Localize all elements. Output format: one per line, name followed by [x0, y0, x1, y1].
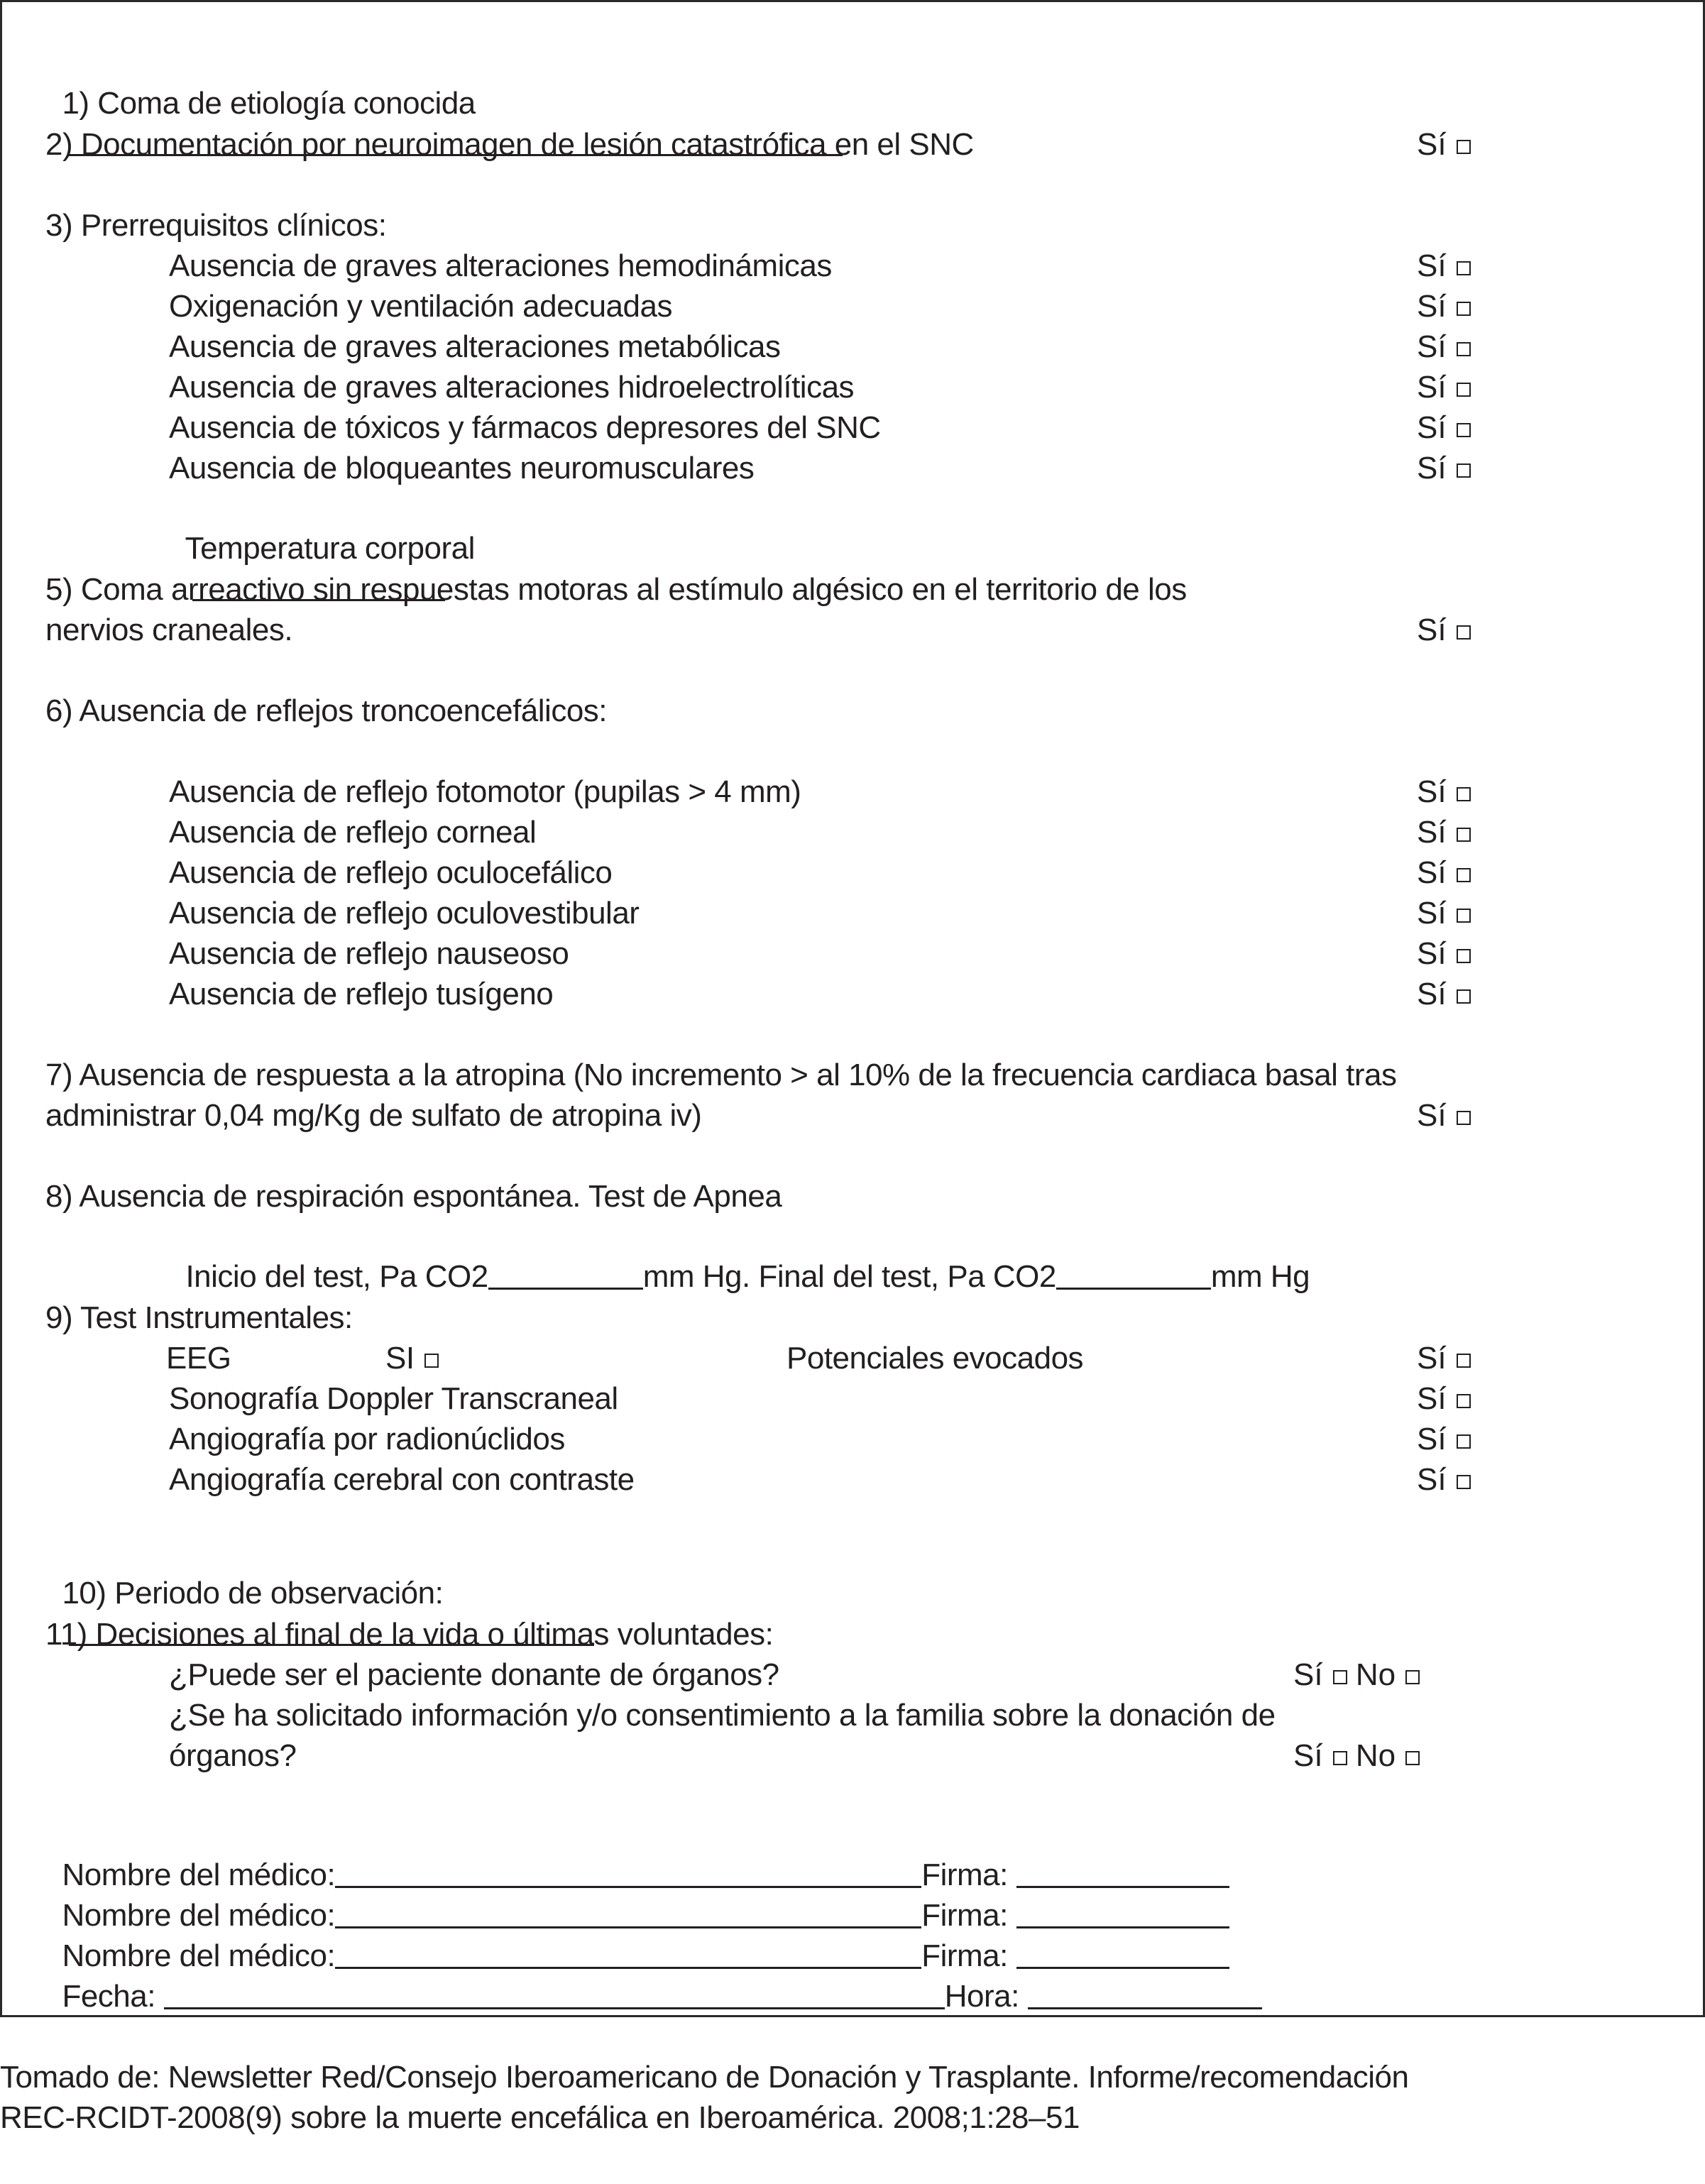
end-paco2-field[interactable]	[1056, 1261, 1211, 1290]
no-checkbox[interactable]	[1405, 1751, 1420, 1765]
checkbox[interactable]	[424, 1354, 439, 1368]
checkbox[interactable]	[1457, 828, 1471, 842]
yes-label: Sí	[1417, 1098, 1447, 1133]
doctor-name-label: Nombre del médico:	[62, 1858, 336, 1892]
instrumental-row: Angiografía por radionúclidos	[169, 1422, 565, 1456]
no-label: No	[1355, 1738, 1396, 1773]
reflex-row: Ausencia de reflejo oculovestibular	[169, 896, 640, 931]
item-11-label: 11) Decisiones al final de la vida o últimas voluntades:	[45, 1617, 774, 1652]
no-label: No	[1355, 1657, 1396, 1692]
checkbox[interactable]	[1457, 342, 1471, 356]
signature-label: Firma:	[921, 1898, 1008, 1933]
citation-line2: REC-RCIDT-2008(9) sobre la muerte encefálica en Iberoamérica. 2008;1:28–51	[0, 2100, 1080, 2135]
item-7-yes[interactable]	[1417, 1096, 1471, 1136]
item-5-line2: nervios craneales.	[45, 613, 293, 647]
item-8-label: 8) Ausencia de respiración espontánea. Test de Apnea	[45, 1179, 782, 1214]
yes-label: Sí	[1293, 1657, 1323, 1692]
yes-label: Sí	[1417, 1381, 1447, 1416]
prereq-yes[interactable]	[1417, 287, 1471, 326]
evoked-potentials-label: Potenciales evocados	[786, 1341, 1084, 1376]
prereq-yes[interactable]	[1417, 449, 1471, 488]
donor-question: ¿Puede ser el paciente donante de órganos?	[169, 1657, 779, 1692]
reflex-row: Ausencia de reflejo fotomotor (pupilas > 4 mm)	[169, 774, 801, 809]
apnea-test-row	[169, 1217, 1310, 1297]
evoked-potentials-yes[interactable]	[1417, 1339, 1471, 1378]
checkbox[interactable]	[1457, 989, 1471, 1004]
date-time-row	[45, 1937, 1262, 2016]
yes-label: Sí	[1417, 329, 1447, 364]
reflex-yes[interactable]	[1417, 894, 1471, 933]
instrumental-yes[interactable]	[1417, 1460, 1471, 1500]
signature-label: Firma:	[921, 1858, 1008, 1892]
reflex-row: Ausencia de reflejo corneal	[169, 815, 537, 850]
yes-label: Sí	[1417, 896, 1447, 931]
yes-label: Sí	[1417, 248, 1447, 283]
item-10-label: 10) Periodo de observación:	[62, 1576, 444, 1610]
yes-label: Sí	[1417, 1422, 1447, 1456]
reflex-yes[interactable]	[1417, 772, 1471, 812]
doctor-name-label: Nombre del médico:	[62, 1898, 336, 1933]
prereq-row: Oxigenación y ventilación adecuadas	[169, 289, 672, 324]
no-checkbox[interactable]	[1405, 1670, 1420, 1684]
start-paco2-field[interactable]	[488, 1261, 643, 1290]
consent-question-line1: ¿Se ha solicitado información y/o consentimiento a la familia sobre la donación de	[169, 1698, 1276, 1733]
checkbox[interactable]	[1457, 140, 1471, 154]
eeg-yes[interactable]	[385, 1339, 439, 1378]
checkbox[interactable]	[1457, 949, 1471, 963]
item-6-label: 6) Ausencia de reflejos troncoencefálicos:	[45, 693, 608, 728]
reflex-yes[interactable]	[1417, 934, 1471, 974]
yes-label: Sí	[1417, 613, 1447, 647]
yes-label: Sí	[1417, 977, 1447, 1011]
item-5-line1: 5) Coma arreactivo sin respuestas motoras al estímulo algésico en el territorio de los	[45, 572, 1187, 607]
apnea-unit2-label: mm Hg	[1210, 1259, 1310, 1294]
yes-checkbox[interactable]	[1333, 1751, 1347, 1765]
yes-label: Sí	[1417, 815, 1447, 850]
date-field[interactable]	[164, 1980, 945, 2009]
checkbox[interactable]	[1457, 1475, 1471, 1489]
item-2-label: 2) Documentación por neuroimagen de lesión catastrófica en el SNC	[45, 127, 974, 162]
citation-line1: Tomado de: Newsletter Red/Consejo Iberoamericano de Donación y Trasplante. Informe/recomendación	[0, 2060, 1409, 2095]
prereq-row: Ausencia de bloqueantes neuromusculares	[169, 451, 755, 485]
instrumental-row: Sonografía Doppler Transcraneal	[169, 1381, 618, 1416]
yes-label: Sí	[1417, 127, 1447, 162]
instrumental-yes[interactable]	[1417, 1420, 1471, 1459]
checkbox[interactable]	[1457, 1434, 1471, 1449]
instrumental-yes[interactable]	[1417, 1379, 1471, 1419]
checkbox[interactable]	[1457, 625, 1471, 640]
checkbox[interactable]	[1457, 868, 1471, 882]
checkbox[interactable]	[1457, 302, 1471, 316]
reflex-yes[interactable]	[1417, 853, 1471, 893]
item-1-label: 1) Coma de etiología conocida	[62, 86, 476, 121]
prereq-row: Ausencia de graves alteraciones hidroelectrolíticas	[169, 370, 855, 405]
signature-label: Firma:	[921, 1938, 1008, 1973]
yes-label: Sí	[1417, 1462, 1447, 1497]
reflex-row: Ausencia de reflejo tusígeno	[169, 977, 554, 1011]
checkbox[interactable]	[1457, 909, 1471, 923]
doctor-name-label: Nombre del médico:	[62, 1938, 336, 1973]
checkbox[interactable]	[1457, 383, 1471, 397]
checkbox[interactable]	[1457, 423, 1471, 437]
date-label: Fecha:	[62, 1979, 155, 2014]
yes-label: SI	[385, 1341, 415, 1376]
prereq-row: Ausencia de tóxicos y fármacos depresores del SNC	[169, 410, 881, 445]
item-7-line1: 7) Ausencia de respuesta a la atropina (No incremento > al 10% de la frecuencia cardiaca basal tras	[45, 1058, 1397, 1092]
yes-label: Sí	[1417, 936, 1447, 971]
reflex-yes[interactable]	[1417, 813, 1471, 852]
checkbox[interactable]	[1457, 787, 1471, 801]
prereq-row: Ausencia de graves alteraciones metabólicas	[169, 329, 781, 364]
yes-label: Sí	[1417, 774, 1447, 809]
consent-yes-no	[1293, 1736, 1420, 1776]
yes-label: Sí	[1417, 855, 1447, 890]
apnea-start-label: Inicio del test, Pa CO2	[185, 1259, 488, 1294]
time-field[interactable]	[1028, 1980, 1262, 2009]
eeg-label: EEG	[166, 1341, 231, 1376]
checkbox[interactable]	[1457, 463, 1471, 478]
checkbox[interactable]	[1457, 261, 1471, 275]
reflex-row: Ausencia de reflejo nauseoso	[169, 936, 569, 971]
yes-label: Sí	[1293, 1738, 1323, 1773]
yes-label: Sí	[1417, 410, 1447, 445]
yes-checkbox[interactable]	[1333, 1670, 1347, 1684]
item-7-line2: administrar 0,04 mg/Kg de sulfato de atropina iv)	[45, 1098, 702, 1133]
temperature-label: Temperatura corporal	[185, 531, 475, 566]
reflex-row: Ausencia de reflejo oculocefálico	[169, 855, 613, 890]
time-label: Hora:	[944, 1979, 1019, 2014]
apnea-unit1-label: mm Hg. Final del test, Pa CO2	[642, 1259, 1056, 1294]
donor-yes-no	[1293, 1655, 1420, 1695]
item-9-label: 9) Test Instrumentales:	[45, 1300, 353, 1335]
prereq-row: Ausencia de graves alteraciones hemodinámicas	[169, 248, 832, 283]
checkbox[interactable]	[1457, 1111, 1471, 1125]
yes-label: Sí	[1417, 370, 1447, 405]
checkbox[interactable]	[1457, 1394, 1471, 1408]
prereq-yes[interactable]	[1417, 246, 1471, 286]
prereq-yes[interactable]	[1417, 327, 1471, 367]
yes-label: Sí	[1417, 1341, 1447, 1376]
yes-label: Sí	[1417, 451, 1447, 485]
item-5-yes[interactable]	[1417, 610, 1471, 650]
prereq-yes[interactable]	[1417, 408, 1471, 448]
yes-label: Sí	[1417, 289, 1447, 324]
prereq-yes[interactable]	[1417, 368, 1471, 407]
item-3-label: 3) Prerrequisitos clínicos:	[45, 208, 387, 243]
checkbox[interactable]	[1457, 1354, 1471, 1368]
consent-question-line2: órganos?	[169, 1738, 297, 1773]
item-2-yes[interactable]	[1417, 125, 1471, 165]
instrumental-row: Angiografía cerebral con contraste	[169, 1462, 635, 1497]
reflex-yes[interactable]	[1417, 975, 1471, 1014]
